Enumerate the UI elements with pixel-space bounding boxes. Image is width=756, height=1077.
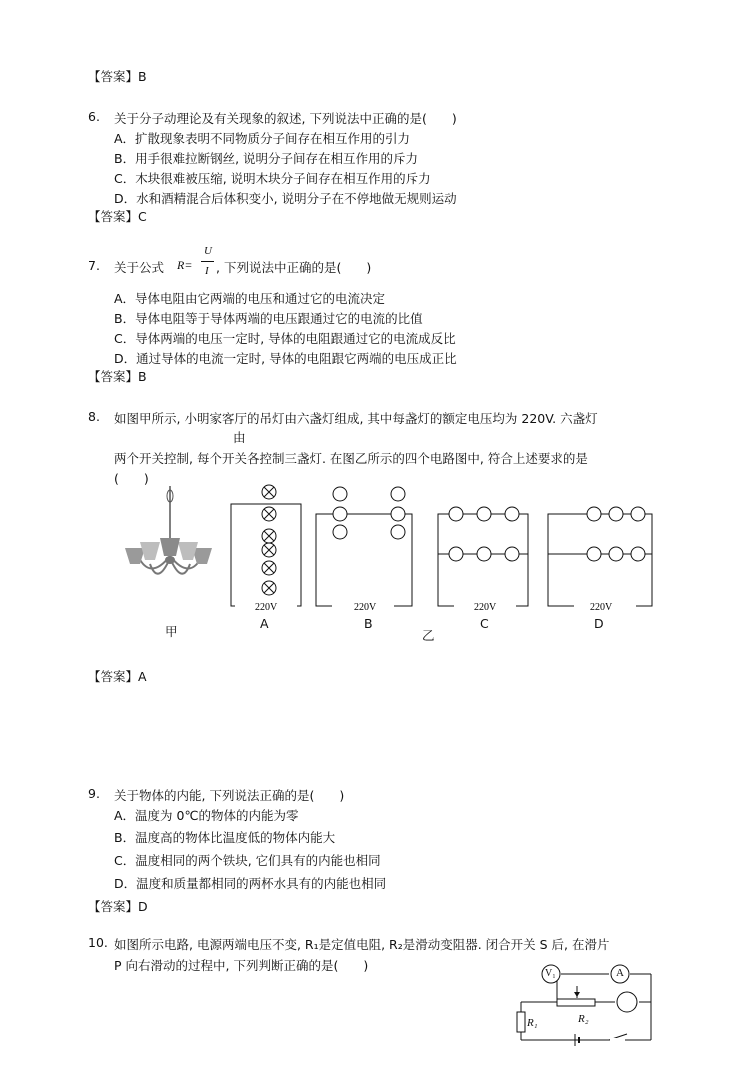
- answer-9: 【答案】D: [88, 899, 148, 914]
- svg-text:220V: 220V: [255, 602, 278, 613]
- circuit-a-lamps: [262, 485, 276, 595]
- voltmeter-v1-label: V₁: [545, 968, 556, 979]
- circuit-c-label: C: [480, 616, 489, 631]
- question-7-text-pre: 关于公式: [114, 260, 165, 275]
- resistor-r2-label: R₂: [578, 1013, 589, 1025]
- answer-7: 【答案】B: [88, 369, 147, 384]
- question-8-line2: 两个开关控制, 每个开关各控制三盏灯. 在图乙所示的四个电路图中, 符合上述要求的是: [114, 451, 588, 466]
- question-6-text: 关于分子动理论及有关现象的叙述, 下列说法中正确的是( ): [114, 111, 457, 126]
- answer-6: 【答案】C: [88, 209, 147, 224]
- question-7-option-c: C．导体两端的电压一定时, 导体的电阻跟通过它的电流成反比: [114, 331, 456, 346]
- question-6-option-a: A．扩散现象表明不同物质分子间存在相互作用的引力: [114, 131, 411, 146]
- question-9-number: 9.: [88, 786, 100, 801]
- question-10-circuit: [515, 964, 657, 1052]
- question-8-number: 8.: [88, 409, 100, 424]
- question-10-line2: P 向右滑动的过程中, 下列判断正确的是( ): [114, 958, 369, 973]
- question-9-option-d: D．温度和质量都相同的两杯水具有的内能也相同: [114, 876, 387, 891]
- figure-jia-label: 甲: [165, 624, 178, 639]
- chandelier-image: [120, 486, 220, 606]
- answer-8: 【答案】A: [88, 669, 147, 684]
- fraction-bar: [201, 261, 214, 262]
- figure-yi-label: 乙: [422, 628, 435, 643]
- question-8-line3: ( ): [114, 471, 149, 486]
- question-9-option-a: A．温度为 0℃的物体的内能为零: [114, 808, 299, 823]
- question-6-option-d: D．水和酒精混合后体积变小, 说明分子在不停地做无规则运动: [114, 191, 457, 206]
- ammeter-label: A: [616, 967, 624, 979]
- circuit-d-label: D: [594, 616, 604, 631]
- question-10-number: 10.: [88, 935, 108, 950]
- circuit-b-label: B: [364, 616, 373, 631]
- question-8-line1: 如图甲所示, 小明家客厅的吊灯由六盏灯组成, 其中每盏灯的额定电压均为 220V. 六盏灯: [114, 411, 598, 426]
- svg-text:220V: 220V: [590, 602, 613, 613]
- question-6-number: 6.: [88, 109, 100, 124]
- question-7-option-b: B．导体电阻等于导体两端的电压跟通过它的电流的比值: [114, 311, 423, 326]
- question-7-number: 7.: [88, 258, 100, 273]
- question-9-text: 关于物体的内能, 下列说法正确的是( ): [114, 788, 345, 803]
- circuit-a-diagram: [227, 484, 307, 614]
- question-6-option-b: B．用手很难拉断钢丝, 说明分子间存在相互作用的斥力: [114, 151, 419, 166]
- formula-lhs: R=: [177, 258, 193, 272]
- formula-denominator: I: [205, 265, 209, 277]
- svg-text:220V: 220V: [474, 602, 497, 613]
- question-9-option-c: C．温度相同的两个铁块, 它们具有的内能也相同: [114, 853, 381, 868]
- answer-5: 【答案】B: [88, 69, 147, 84]
- formula-numerator: U: [204, 245, 212, 257]
- question-9-option-b: B．温度高的物体比温度低的物体内能大: [114, 830, 336, 845]
- svg-text:220V: 220V: [354, 602, 377, 613]
- question-10-line1: 如图所示电路, 电源两端电压不变, R₁是定值电阻, R₂是滑动变阻器. 闭合开关 S 后, 在滑片: [114, 937, 610, 952]
- question-8-line1b: 由: [233, 430, 246, 445]
- circuit-a-label: A: [260, 616, 269, 631]
- question-6-option-c: C．木块很难被压缩, 说明木块分子间存在相互作用的斥力: [114, 171, 431, 186]
- resistor-r1-label: R₁: [527, 1017, 538, 1029]
- circuit-b-diagram: [312, 484, 417, 614]
- circuit-d-diagram: [544, 500, 656, 614]
- question-7-option-a: A．导体电阻由它两端的电压和通过它的电流决定: [114, 291, 386, 306]
- question-7-text-post: , 下列说法中正确的是( ): [216, 260, 372, 275]
- question-7-option-d: D．通过导体的电流一定时, 导体的电阻跟它两端的电压成正比: [114, 351, 457, 366]
- circuit-c-diagram: [434, 500, 534, 614]
